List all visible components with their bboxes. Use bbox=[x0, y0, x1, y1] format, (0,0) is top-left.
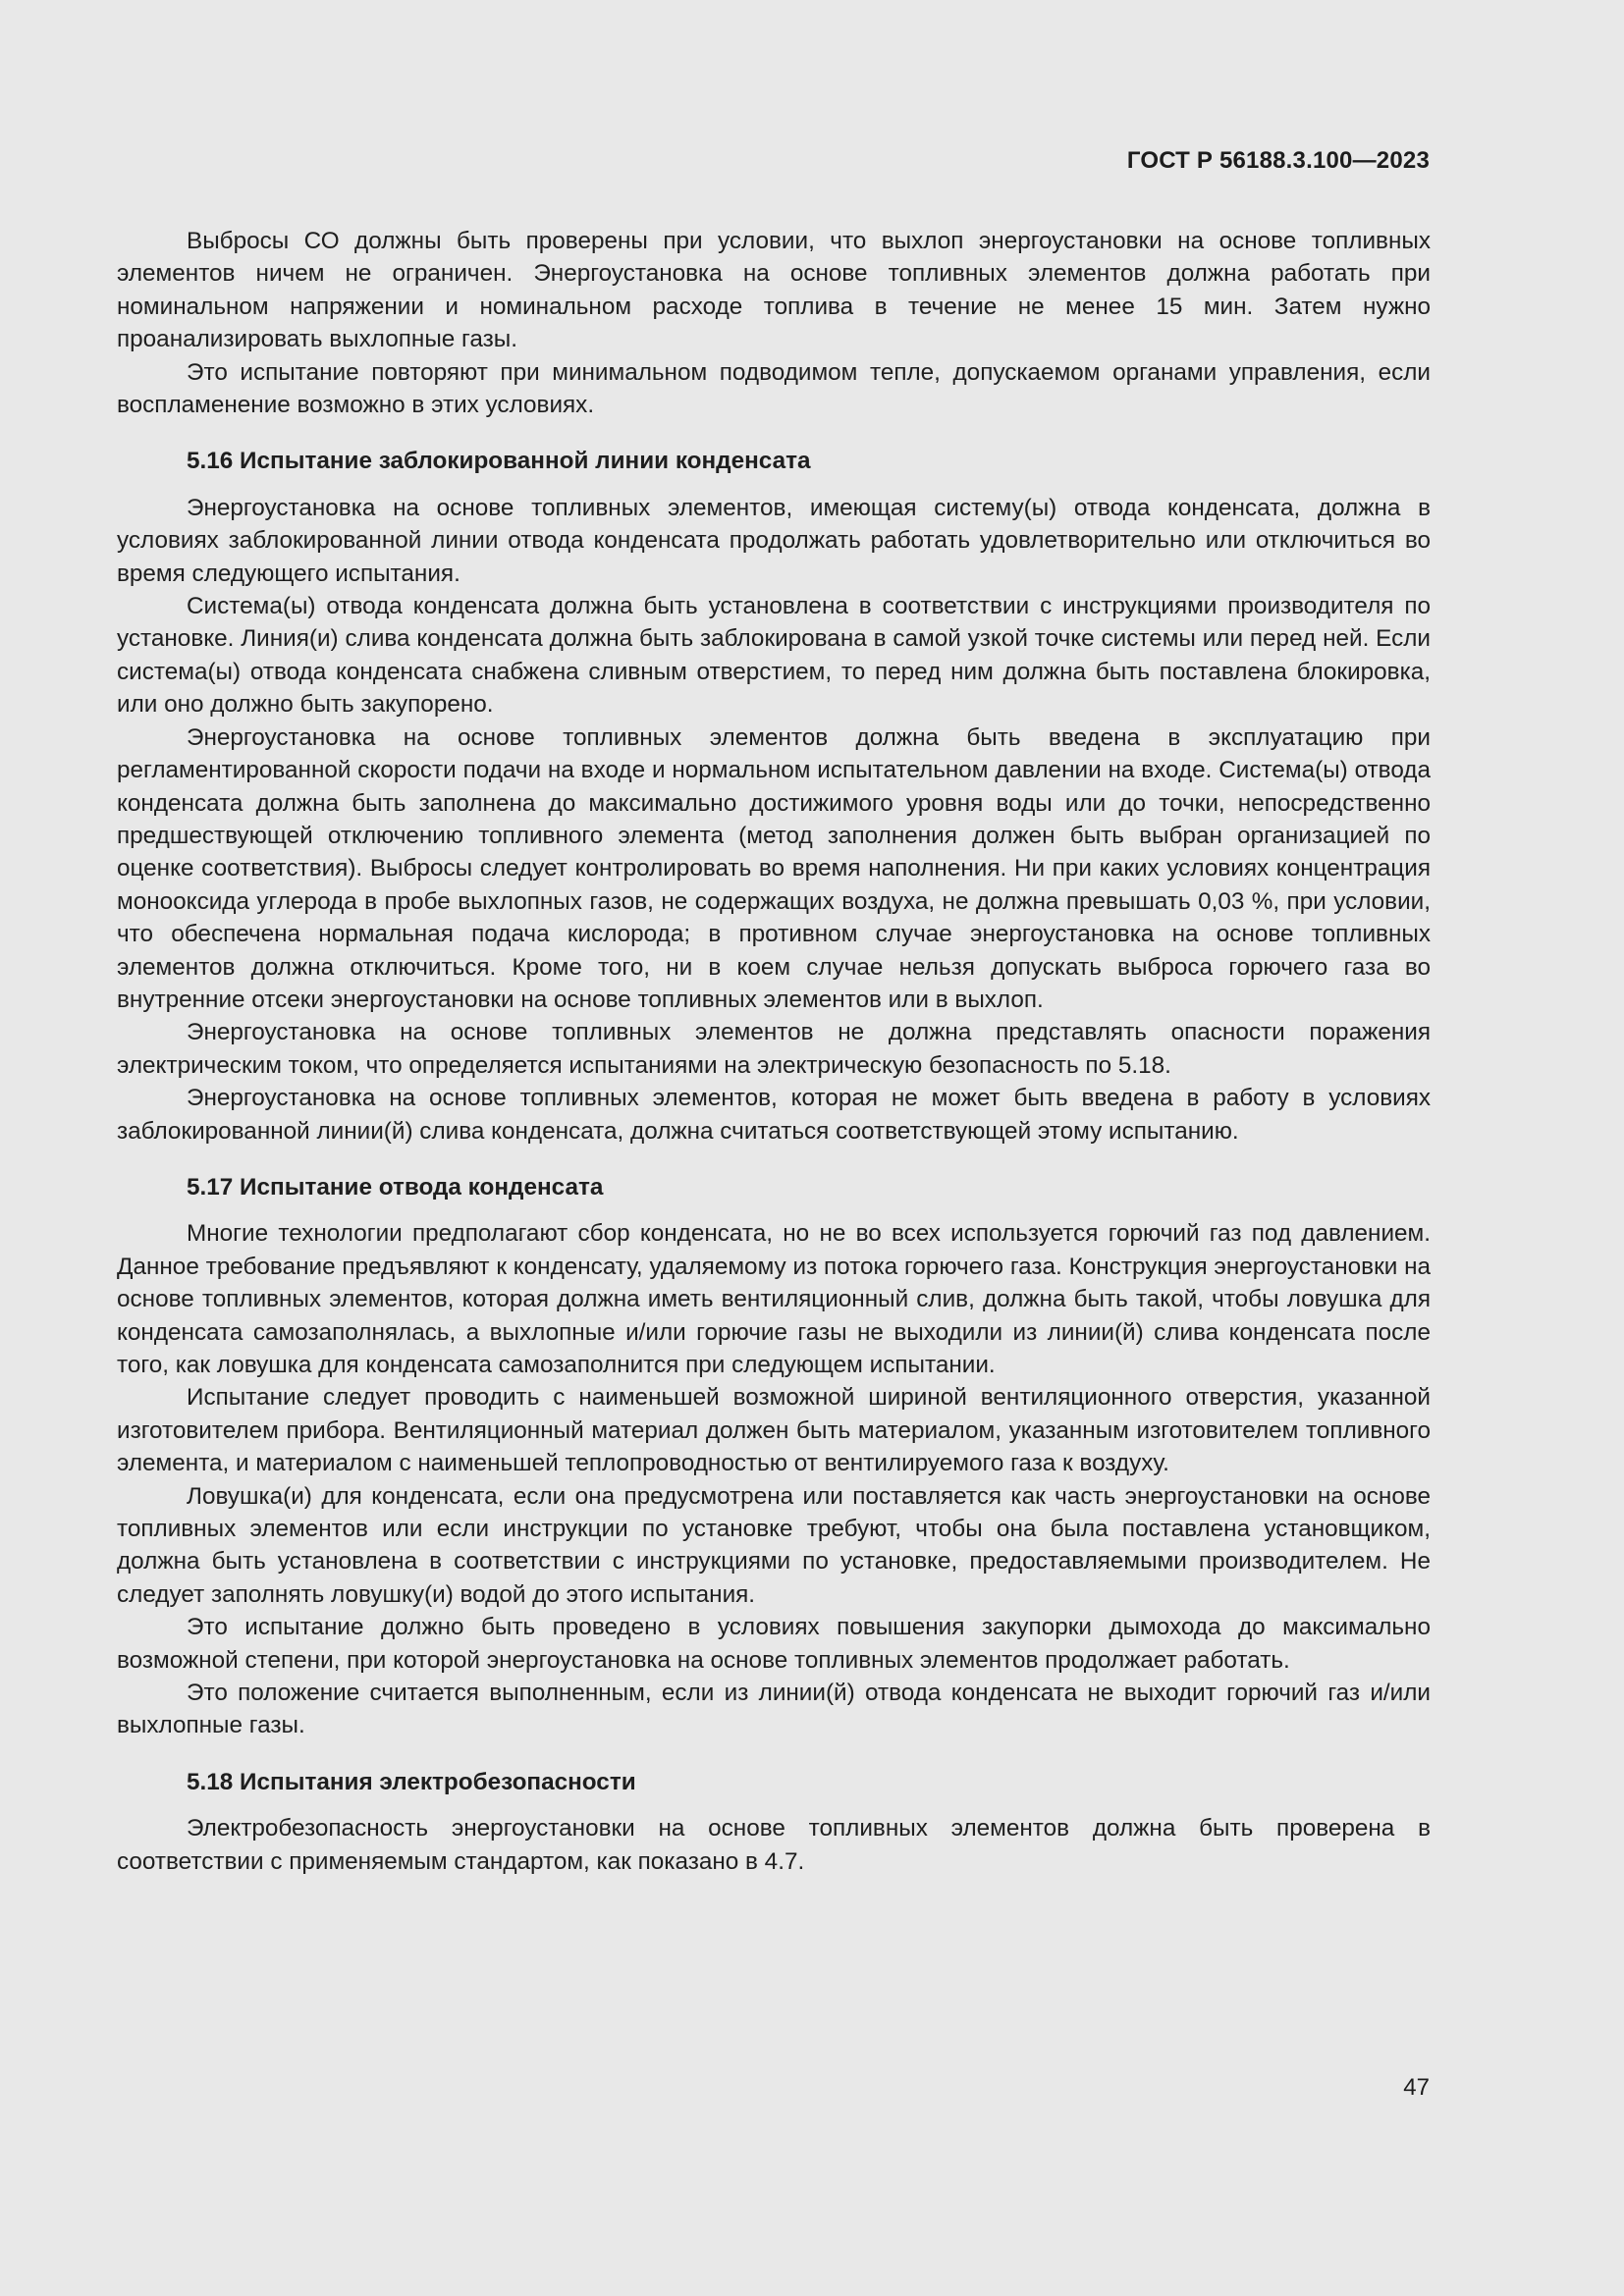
paragraph: Энергоустановка на основе топливных элементов не должна представлять опасности поражения электрическим током, что определяется испытаниями на электрическую безопасность по 5.18. bbox=[117, 1019, 1431, 1079]
section-heading-5-17: 5.17 Испытание отвода конденсата bbox=[187, 1173, 604, 1201]
section-heading-5-18: 5.18 Испытания электробезопасности bbox=[187, 1768, 636, 1795]
standard-designation: ГОСТ Р 56188.3.100—2023 bbox=[1126, 147, 1430, 174]
section-heading-5-16: 5.16 Испытание заблокированной линии конденсата bbox=[187, 448, 811, 475]
paragraph: Энергоустановка на основе топливных элементов, имеющая систему(ы) отвода конденсата, должна в условиях заблокированной линии отвода конденсата продолжать работать удовлетворительно или отключиться во время следующего испытания. bbox=[117, 494, 1431, 587]
paragraph: Система(ы) отвода конденсата должна быть установлена в соответствии с инструкциями производителя по установке. Линия(и) слива конденсата должна быть заблокирована в самой узкой точке системы или перед ней. Если система(ы) отвода конденсата снабжена сливным отверстием, то перед ним должна быть поставлена блокировка, или оно должно быть закупорено. bbox=[117, 593, 1431, 719]
paragraph: Это испытание должно быть проведено в условиях повышения закупорки дымохода до максимально возможной степени, при которой энергоустановка на основе топливных элементов продолжает работать. bbox=[117, 1614, 1431, 1674]
paragraph: Электробезопасность энергоустановки на основе топливных элементов должна быть проверена в соответствии с применяемым стандартом, как показано в 4.7. bbox=[117, 1815, 1431, 1875]
paragraph: Ловушка(и) для конденсата, если она предусмотрена или поставляется как часть энергоустановки на основе топливных элементов или если инструкции по установке требуют, чтобы она была поставлена установщиком, должна быть установлена в соответствии с инструкциями по установке, предоставляемыми производителем. Не следует заполнять ловушку(и) водой до этого испытания. bbox=[117, 1482, 1431, 1608]
page-number: 47 bbox=[1403, 2074, 1430, 2101]
paragraph: Это испытание повторяют при минимальном подводимом тепле, допускаемом органами управления, если воспламенение возможно в этих условиях. bbox=[117, 358, 1431, 419]
page-content bbox=[117, 225, 1431, 1878]
paragraph: Выбросы СО должны быть проверены при условии, что выхлоп энергоустановки на основе топливных элементов ничем не ограничен. Энергоустановка на основе топливных элементов должна работать при номинальном напряжении и номинальном расходе топлива в течение не менее 15 мин. Затем нужно проанализировать выхлопные газы. bbox=[117, 228, 1431, 353]
paragraph: Многие технологии предполагают сбор конденсата, но не во всех используется горючий газ под давлением. Данное требование предъявляют к конденсату, удаляемому из потока горючего газа. Конструкция энергоустановки на основе топливных элементов, которая должна иметь вентиляционный слив, должна быть такой, чтобы ловушка для конденсата самозаполнялась, а выхлопные и/или горючие газы не выходили из линии(й) слива конденсата после того, как ловушка для конденсата самозаполнится при следующем испытании. bbox=[117, 1220, 1431, 1378]
paragraph: Это положение считается выполненным, если из линии(й) отвода конденсата не выходит горючий газ и/или выхлопные газы. bbox=[117, 1680, 1431, 1739]
paragraph: Энергоустановка на основе топливных элементов, которая не может быть введена в работу в условиях заблокированной линии(й) слива конденсата, должна считаться соответствующей этому испытанию. bbox=[117, 1085, 1431, 1145]
paragraph: Испытание следует проводить с наименьшей возможной шириной вентиляционного отверстия, указанной изготовителем прибора. Вентиляционный материал должен быть материалом, указанным изготовителем топливного элемента, и материалом с наименьшей теплопроводностью от вентилируемого газа к воздуху. bbox=[117, 1384, 1431, 1477]
paragraph: Энергоустановка на основе топливных элементов должна быть введена в эксплуатацию при регламентированной скорости подачи на входе и нормальном испытательном давлении на входе. Система(ы) отвода конденсата должна быть заполнена до максимально достижимого уровня воды или до точки, непосредственно предшествующей отключению топливного элемента (метод заполнения должен быть выбран организацией по оценке соответствия). Выбросы следует контролировать во время наполнения. Ни при каких условиях концентрация монооксида углерода в пробе выхлопных газов, не содержащих воздуха, не должна превышать 0,03 %, при условии, что обеспечена нормальная подача кислорода; в противном случае энергоустановка на основе топливных элементов должна отключиться. Кроме того, ни в коем случае нельзя допускать выброса горючего газа во внутренние отсеки энергоустановки на основе топливных элементов или в выхлоп. bbox=[117, 723, 1431, 1013]
